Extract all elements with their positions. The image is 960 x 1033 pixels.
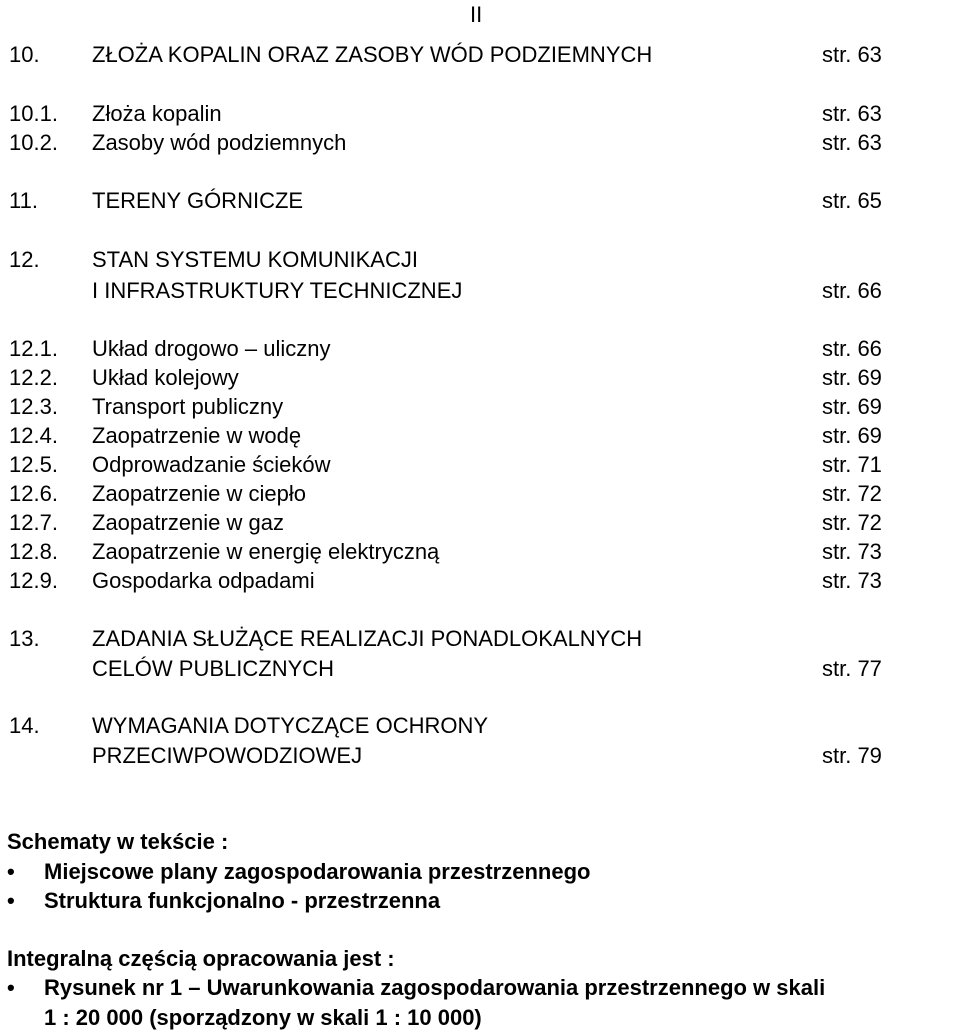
toc-title: Układ drogowo – uliczny (92, 336, 331, 361)
toc-page: str. 65 (822, 188, 882, 213)
toc-title: Odprowadzanie ścieków (92, 452, 331, 477)
toc-row (0, 363, 960, 393)
integralna-heading: Integralną częścią opracowania jest : (7, 946, 395, 971)
toc-number: 12.8. (9, 539, 58, 564)
toc-page: str. 69 (822, 423, 882, 448)
toc-title: Złoża kopalin (92, 101, 222, 126)
toc-number: 10. (9, 42, 40, 67)
toc-row (0, 421, 960, 451)
toc-number: 12.3. (9, 394, 58, 419)
toc-row (0, 537, 960, 567)
toc-page: str. 77 (822, 656, 882, 681)
toc-row (0, 654, 960, 684)
toc-title: Transport publiczny (92, 394, 284, 419)
toc-number: 10.2. (9, 130, 58, 155)
bullet-icon: • (7, 975, 15, 1000)
toc-row (0, 450, 960, 480)
toc-title: Zaopatrzenie w gaz (92, 510, 284, 535)
toc-page: str. 79 (822, 743, 882, 768)
toc-row (0, 99, 960, 129)
toc-row (0, 479, 960, 509)
toc-page: str. 73 (822, 539, 882, 564)
toc-title: Zaopatrzenie w energię elektryczną (92, 539, 440, 564)
toc-number: 12. (9, 247, 40, 272)
toc-number: 12.9. (9, 568, 58, 593)
toc-row (0, 741, 960, 771)
toc-title: PRZECIWPOWODZIOWEJ (92, 743, 363, 768)
toc-row (0, 392, 960, 422)
list-item-text: 1 : 20 000 (sporządzony w skali 1 : 10 000) (44, 1005, 482, 1030)
toc-title: I INFRASTRUKTURY TECHNICZNEJ (92, 278, 463, 303)
toc-page: str. 69 (822, 365, 882, 390)
toc-title: Układ kolejowy (92, 365, 239, 390)
list-item-text: Rysunek nr 1 – Uwarunkowania zagospodarowania przestrzennego w skali (44, 975, 826, 1000)
toc-page: str. 69 (822, 394, 882, 419)
toc-row (0, 566, 960, 596)
toc-row (0, 711, 960, 741)
toc-title: Zaopatrzenie w ciepło (92, 481, 307, 506)
toc-row (0, 128, 960, 158)
toc-row (0, 334, 960, 364)
toc-title: STAN SYSTEMU KOMUNIKACJI (92, 247, 418, 272)
toc-title: ZŁOŻA KOPALIN ORAZ ZASOBY WÓD PODZIEMNYCH (92, 42, 653, 67)
toc-row (0, 186, 960, 216)
list-item-text: Miejscowe plany zagospodarowania przestrzennego (44, 859, 591, 884)
toc-page: str. 73 (822, 568, 882, 593)
page-number: II (470, 2, 483, 27)
toc-number: 13. (9, 626, 40, 651)
toc-title: ZADANIA SŁUŻĄCE REALIZACJI PONADLOKALNYCH (92, 626, 643, 651)
toc-row (0, 624, 960, 654)
toc-title: TERENY GÓRNICZE (92, 188, 304, 213)
toc-number: 12.2. (9, 365, 58, 390)
toc-number: 12.5. (9, 452, 58, 477)
toc-page: str. 63 (822, 130, 882, 155)
toc-title: WYMAGANIA DOTYCZĄCE OCHRONY (92, 713, 489, 738)
toc-page: str. 72 (822, 510, 882, 535)
toc-page: str. 63 (822, 101, 882, 126)
bullet-icon: • (7, 888, 15, 913)
toc-page: str. 72 (822, 481, 882, 506)
toc-title: CELÓW PUBLICZNYCH (92, 656, 335, 681)
toc-page: str. 63 (822, 42, 882, 67)
toc-row (0, 40, 960, 70)
toc-title: Zaopatrzenie w wodę (92, 423, 302, 448)
toc-row (0, 276, 960, 306)
bullet-icon: • (7, 859, 15, 884)
toc-number: 12.7. (9, 510, 58, 535)
list-item-text: Struktura funkcjonalno - przestrzenna (44, 888, 441, 913)
toc-page: str. 71 (822, 452, 882, 477)
toc-title: Zasoby wód podziemnych (92, 130, 347, 155)
toc-number: 10.1. (9, 101, 58, 126)
schematy-heading: Schematy w tekście : (7, 829, 229, 854)
toc-row (0, 245, 960, 275)
toc-number: 12.4. (9, 423, 58, 448)
toc-page: str. 66 (822, 278, 882, 303)
toc-number: 12.1. (9, 336, 58, 361)
toc-page: str. 66 (822, 336, 882, 361)
toc-number: 14. (9, 713, 40, 738)
toc-row (0, 508, 960, 538)
toc-title: Gospodarka odpadami (92, 568, 315, 593)
toc-number: 12.6. (9, 481, 58, 506)
toc-number: 11. (9, 188, 38, 213)
